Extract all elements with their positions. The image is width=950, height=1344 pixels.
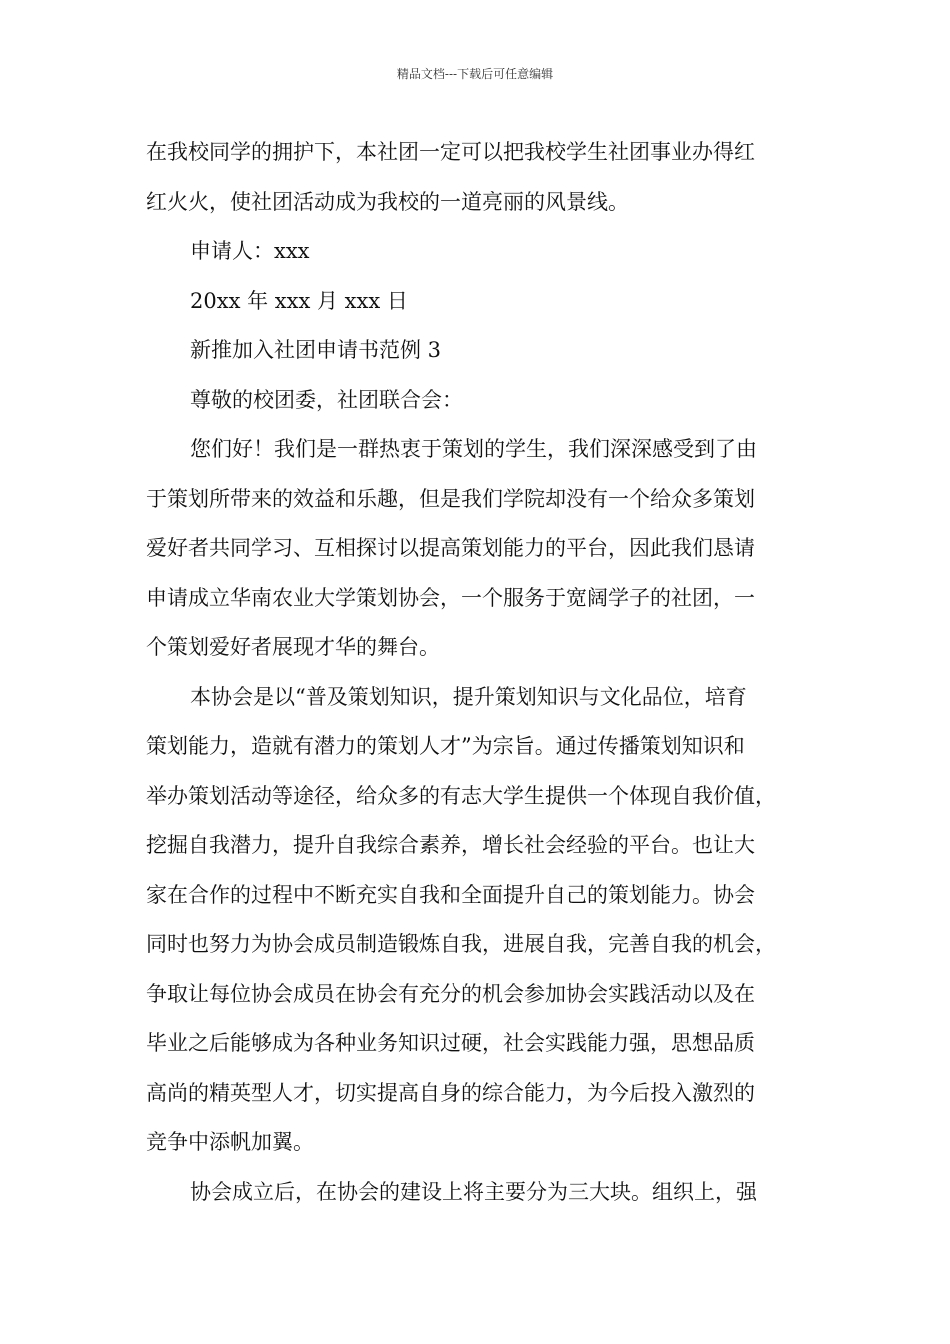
text-line: 举办策划活动等途径，给众多的有志大学生提供一个体现自我价值，	[146, 783, 776, 808]
text-line: 策划能力，造就有潜力的策划人才”为宗旨。通过传播策划知识和	[146, 734, 745, 758]
text-line: 爱好者共同学习、互相探讨以提高策划能力的平台，因此我们恳请	[146, 536, 755, 560]
text-line: 新推加入社团申请书范例 3	[190, 338, 442, 362]
text-line: 本协会是以“普及策划知识，提升策划知识与文化品位，培育	[190, 684, 747, 709]
text-line: 家在合作的过程中不断充实自我和全面提升自己的策划能力。协会	[146, 882, 755, 907]
text-line: 于策划所带来的效益和乐趣，但是我们学院却没有一个给众多策划	[146, 486, 755, 511]
text-line: 协会成立后，在协会的建设上将主要分为三大块。组织上，强	[190, 1179, 757, 1204]
text-line: 同时也努力为协会成员制造锻炼自我，进展自我，完善自我的机会，	[146, 932, 776, 956]
text-line: 争取让每位协会成员在协会有充分的机会参加协会实践活动以及在	[146, 981, 755, 1006]
page-header: 精品文档---下载后可任意编辑	[396, 67, 554, 81]
text-line: 尊敬的校团委，社团联合会：	[190, 387, 463, 412]
text-line: 申请成立华南农业大学策划协会，一个服务于宽阔学子的社团，一	[146, 585, 755, 610]
text-line: 在我校同学的拥护下，本社团一定可以把我校学生社团事业办得红	[146, 140, 755, 164]
text-line: 申请人：xxx	[190, 239, 310, 263]
text-line: 20xx 年 xxx 月 xxx 日	[190, 288, 408, 313]
text-line: 高尚的精英型人才，切实提高自身的综合能力，为今后投入激烈的	[146, 1080, 755, 1105]
text-line: 个策划爱好者展现才华的舞台。	[146, 635, 440, 659]
text-line: 毕业之后能够成为各种业务知识过硬，社会实践能力强，思想品质	[146, 1031, 755, 1055]
document-body	[146, 128, 806, 1217]
text-line: 竞争中添帆加翼。	[146, 1130, 314, 1154]
text-line: 您们好！我们是一群热衷于策划的学生，我们深深感受到了由	[190, 437, 757, 461]
text-line: 红火火，使社团活动成为我校的一道亮丽的风景线。	[146, 189, 629, 214]
text-line: 挖掘自我潜力，提升自我综合素养，增长社会经验的平台。也让大	[146, 833, 755, 857]
